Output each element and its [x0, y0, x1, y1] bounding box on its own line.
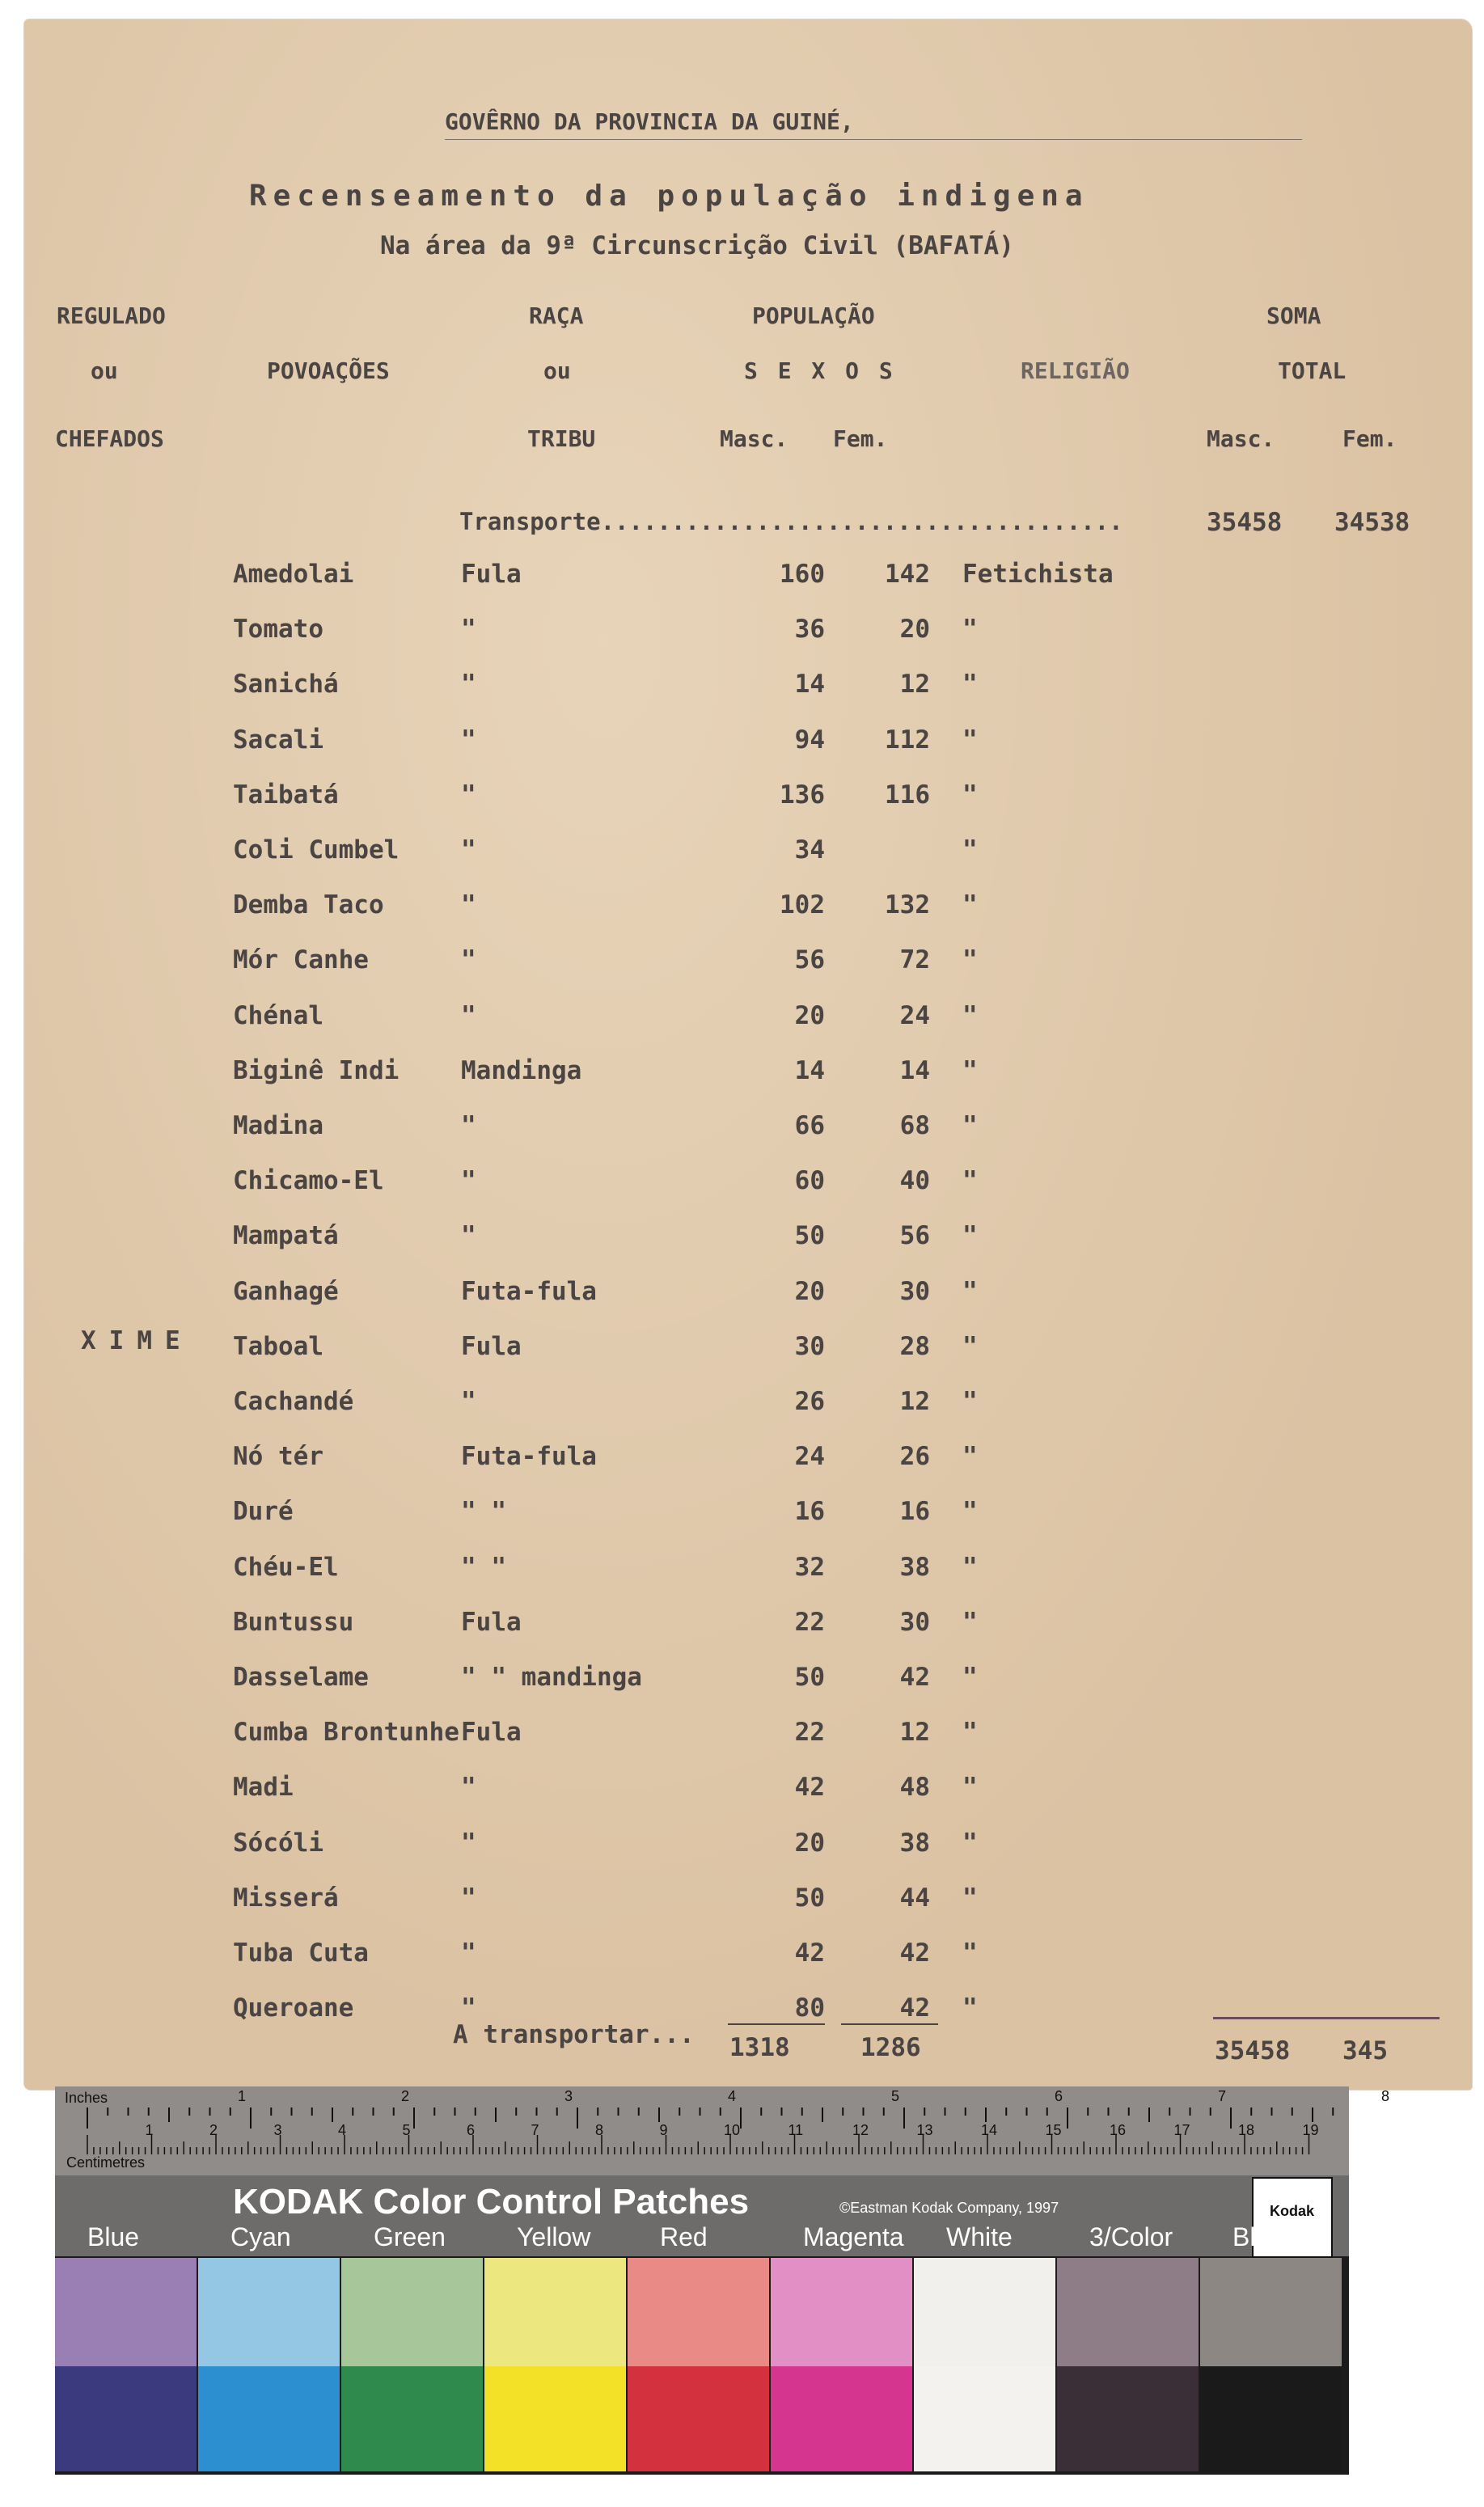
- color-patch-dark: [484, 2366, 626, 2471]
- raca-cell: ": [461, 1828, 476, 1858]
- raca-cell: ": [461, 1111, 476, 1140]
- religiao-cell: Fetichista: [962, 560, 1114, 589]
- fem-cell: 42: [899, 1993, 930, 2023]
- masc-cell: 14: [794, 670, 825, 699]
- header-underline: [445, 139, 1302, 140]
- raca-cell: ": [461, 890, 476, 920]
- religiao-cell: ": [962, 1166, 978, 1195]
- table-row: [24, 1442, 1472, 1494]
- povoacao-cell: Mampatá: [233, 1221, 339, 1250]
- fem-cell: 68: [899, 1111, 930, 1140]
- povoacao-cell: Sócóli: [233, 1828, 323, 1858]
- masc-cell: 20: [794, 1001, 825, 1030]
- inch-number: 7: [1218, 2088, 1227, 2104]
- masc-cell: 50: [794, 1663, 825, 1692]
- fem-cell: 142: [885, 560, 930, 589]
- transport-out-label: A transportar...: [453, 2020, 695, 2049]
- povoacao-cell: Taibatá: [233, 780, 339, 810]
- inch-number: 6: [1055, 2088, 1063, 2104]
- povoacao-cell: Chéu-El: [233, 1553, 339, 1582]
- raca-cell: ": [461, 725, 476, 755]
- patch-label: Black: [1232, 2222, 1296, 2251]
- transport-out-soma-fem: 345: [1342, 2036, 1388, 2065]
- cm-number: 16: [1110, 2122, 1127, 2138]
- col-regulado-line2: ou: [91, 357, 118, 384]
- cm-number: 10: [724, 2122, 741, 2138]
- table-row: [24, 1221, 1472, 1273]
- table-row: [24, 670, 1472, 721]
- masc-cell: 80: [794, 1993, 825, 2023]
- religiao-cell: ": [962, 1828, 978, 1858]
- povoacao-cell: Cachandé: [233, 1387, 354, 1416]
- patch-label: White: [946, 2222, 1013, 2251]
- raca-cell: ": [461, 1883, 476, 1913]
- table-row: [24, 1663, 1472, 1714]
- povoacao-cell: Misserá: [233, 1883, 339, 1913]
- table-row: [24, 835, 1472, 887]
- col-soma-line2: TOTAL: [1278, 357, 1347, 384]
- fem-cell: 40: [899, 1166, 930, 1195]
- patch-label: Magenta: [803, 2222, 904, 2251]
- table-row: [24, 1111, 1472, 1163]
- transport-out-masc: 1318: [729, 2033, 790, 2062]
- inch-number: 3: [564, 2088, 573, 2104]
- cm-number: 8: [595, 2122, 604, 2138]
- table-row: [24, 1001, 1472, 1053]
- masc-cell: 26: [794, 1387, 825, 1416]
- masc-cell: 136: [780, 780, 825, 810]
- fem-cell: 116: [885, 780, 930, 810]
- povoacao-cell: Tuba Cuta: [233, 1938, 369, 1968]
- raca-cell: Mandinga: [461, 1056, 582, 1085]
- cm-number: 9: [659, 2122, 668, 2138]
- religiao-cell: ": [962, 1718, 978, 1747]
- ruler-ticks: [55, 2086, 1349, 2175]
- fem-cell: 30: [899, 1277, 930, 1306]
- patch-label: Cyan: [230, 2222, 291, 2251]
- masc-cell: 36: [794, 615, 825, 644]
- religiao-cell: ": [962, 1497, 978, 1526]
- table-row: [24, 1718, 1472, 1769]
- povoacao-cell: Sacali: [233, 725, 323, 755]
- fem-cell: 20: [899, 615, 930, 644]
- raca-cell: ": [461, 1773, 476, 1802]
- table-row: [24, 780, 1472, 832]
- povoacao-cell: Buntussu: [233, 1608, 354, 1637]
- fem-cell: 48: [899, 1773, 930, 1802]
- fem-cell: 38: [899, 1828, 930, 1858]
- cm-number: 17: [1173, 2122, 1190, 2138]
- fem-cell: 72: [899, 945, 930, 974]
- inch-number: 2: [401, 2088, 410, 2104]
- masc-cell: 34: [794, 835, 825, 865]
- transport-in-masc: 35458: [1207, 508, 1283, 537]
- religiao-cell: ": [962, 890, 978, 920]
- religiao-cell: ": [962, 1553, 978, 1582]
- table-row: [24, 1883, 1472, 1935]
- kodak-title: KODAK Color Control Patches: [233, 2182, 750, 2222]
- soma-sum-line: [1213, 2017, 1440, 2019]
- cm-number: 2: [209, 2122, 218, 2138]
- religiao-cell: ": [962, 1608, 978, 1637]
- raca-cell: " ": [461, 1553, 506, 1582]
- color-patch-light: [198, 2258, 340, 2366]
- col-fem: Fem.: [833, 425, 888, 452]
- povoacao-cell: Duré: [233, 1497, 294, 1526]
- raca-cell: Fula: [461, 1332, 522, 1361]
- raca-cell: Fula: [461, 560, 522, 589]
- fem-cell: 42: [899, 1663, 930, 1692]
- povoacao-cell: Cumba Brontunhe: [233, 1718, 459, 1747]
- povoacao-cell: Chénal: [233, 1001, 323, 1030]
- table-row: [24, 1332, 1472, 1384]
- religiao-cell: ": [962, 1663, 978, 1692]
- masc-cell: 94: [794, 725, 825, 755]
- religiao-cell: ": [962, 1056, 978, 1085]
- religiao-cell: ": [962, 1773, 978, 1802]
- povoacao-cell: Dasselame: [233, 1663, 369, 1692]
- masc-cell: 22: [794, 1608, 825, 1637]
- raca-cell: ": [461, 945, 476, 974]
- col-raca-line3: TRIBU: [527, 425, 596, 452]
- fem-cell: 38: [899, 1553, 930, 1582]
- fem-sum-underline: [841, 2023, 938, 2025]
- fem-cell: 24: [899, 1001, 930, 1030]
- government-header: GOVÊRNO DA PROVINCIA DA GUINÉ,: [445, 108, 854, 135]
- raca-cell: " " mandinga: [461, 1663, 642, 1692]
- masc-cell: 32: [794, 1553, 825, 1582]
- povoacao-cell: Demba Taco: [233, 890, 384, 920]
- masc-cell: 20: [794, 1277, 825, 1306]
- fem-cell: 12: [899, 670, 930, 699]
- raca-cell: ": [461, 1001, 476, 1030]
- povoacao-cell: Queroane: [233, 1993, 354, 2023]
- table-row: [24, 1938, 1472, 1990]
- masc-cell: 24: [794, 1442, 825, 1471]
- color-patch-light: [1200, 2258, 1342, 2366]
- fem-cell: 30: [899, 1608, 930, 1637]
- fem-cell: 44: [899, 1883, 930, 1913]
- table-row: [24, 1387, 1472, 1439]
- raca-cell: ": [461, 1166, 476, 1195]
- povoacao-cell: Taboal: [233, 1332, 323, 1361]
- raca-cell: ": [461, 1387, 476, 1416]
- col-populacao: POPULAÇÃO: [752, 302, 875, 329]
- col-raca-line2: ou: [543, 357, 571, 384]
- table-row: [24, 945, 1472, 997]
- masc-cell: 30: [794, 1332, 825, 1361]
- col-povoacoes: POVOAÇÕES: [267, 357, 390, 384]
- masc-cell: 42: [794, 1773, 825, 1802]
- table-row: [24, 1828, 1472, 1880]
- masc-cell: 50: [794, 1221, 825, 1250]
- document-subtitle: Na área da 9ª Circunscrição Civil (BAFATÁ): [380, 231, 1014, 260]
- povoacao-cell: Coli Cumbel: [233, 835, 400, 865]
- table-row: [24, 1553, 1472, 1604]
- masc-cell: 160: [780, 560, 825, 589]
- table-row: [24, 1277, 1472, 1329]
- col-soma-masc: Masc.: [1207, 425, 1275, 452]
- color-patch-dark: [1200, 2366, 1342, 2471]
- religiao-cell: ": [962, 1883, 978, 1913]
- transport-in-label: Transporte.....................................: [459, 508, 1123, 535]
- centimetres-label: Centimetres: [66, 2154, 146, 2171]
- color-patch-light: [341, 2258, 483, 2366]
- color-patch-light: [914, 2258, 1055, 2366]
- color-patch-light: [628, 2258, 769, 2366]
- religiao-cell: ": [962, 670, 978, 699]
- masc-cell: 66: [794, 1111, 825, 1140]
- table-row: [24, 1608, 1472, 1659]
- religiao-cell: ": [962, 615, 978, 644]
- raca-cell: ": [461, 670, 476, 699]
- cm-number: 14: [981, 2122, 998, 2138]
- religiao-cell: ": [962, 780, 978, 810]
- masc-cell: 60: [794, 1166, 825, 1195]
- table-row: [24, 1497, 1472, 1549]
- raca-cell: Futa-fula: [461, 1277, 597, 1306]
- regulado-name: XIME: [81, 1326, 193, 1355]
- fem-cell: 12: [899, 1387, 930, 1416]
- table-row: [24, 1166, 1472, 1218]
- kodak-copyright: ©Eastman Kodak Company, 1997: [839, 2200, 1059, 2216]
- fem-cell: 132: [885, 890, 930, 920]
- color-patch-dark: [771, 2366, 912, 2471]
- povoacao-cell: Amedolai: [233, 560, 354, 589]
- col-raca-line1: RAÇA: [529, 302, 584, 329]
- masc-cell: 16: [794, 1497, 825, 1526]
- color-patch-dark: [198, 2366, 340, 2471]
- povoacao-cell: Tomato: [233, 615, 323, 644]
- patch-label: Yellow: [517, 2222, 591, 2251]
- raca-cell: ": [461, 1221, 476, 1250]
- masc-sum-underline: [728, 2023, 825, 2025]
- transport-in-fem: 34538: [1334, 508, 1410, 537]
- patch-label: 3/Color: [1089, 2222, 1173, 2251]
- raca-cell: ": [461, 835, 476, 865]
- fem-cell: 26: [899, 1442, 930, 1471]
- color-patch-dark: [1057, 2366, 1199, 2471]
- fem-cell: 42: [899, 1938, 930, 1968]
- transport-out-soma-masc: 35458: [1215, 2036, 1291, 2065]
- inch-number: 5: [891, 2088, 900, 2104]
- raca-cell: Fula: [461, 1608, 522, 1637]
- col-sexos: S E X O S: [744, 357, 896, 384]
- religiao-cell: ": [962, 1387, 978, 1416]
- povoacao-cell: Mór Canhe: [233, 945, 369, 974]
- cm-number: 5: [402, 2122, 411, 2138]
- religiao-cell: ": [962, 1442, 978, 1471]
- religiao-cell: ": [962, 725, 978, 755]
- cm-number: 19: [1302, 2122, 1319, 2138]
- masc-cell: 50: [794, 1883, 825, 1913]
- masc-cell: 102: [780, 890, 825, 920]
- color-patch-dark: [341, 2366, 483, 2471]
- raca-cell: " ": [461, 1497, 506, 1526]
- povoacao-cell: Sanichá: [233, 670, 339, 699]
- raca-cell: ": [461, 1938, 476, 1968]
- col-soma-fem: Fem.: [1342, 425, 1397, 452]
- cm-number: 13: [916, 2122, 933, 2138]
- color-patch-light: [484, 2258, 626, 2366]
- cm-number: 6: [467, 2122, 476, 2138]
- color-patch-light: [1057, 2258, 1199, 2366]
- fem-cell: 28: [899, 1332, 930, 1361]
- povoacao-cell: Nó tér: [233, 1442, 323, 1471]
- religiao-cell: ": [962, 1332, 978, 1361]
- masc-cell: 56: [794, 945, 825, 974]
- masc-cell: 22: [794, 1718, 825, 1747]
- raca-cell: ": [461, 1993, 476, 2023]
- col-masc: Masc.: [720, 425, 789, 452]
- religiao-cell: ": [962, 1111, 978, 1140]
- povoacao-cell: Ganhagé: [233, 1277, 339, 1306]
- raca-cell: ": [461, 780, 476, 810]
- cm-number: 18: [1238, 2122, 1255, 2138]
- col-religiao: RELIGIÃO: [1021, 357, 1130, 384]
- povoacao-cell: Chicamo-El: [233, 1166, 384, 1195]
- table-row: [24, 1773, 1472, 1824]
- cm-number: 12: [852, 2122, 869, 2138]
- transport-out-fem: 1286: [860, 2033, 921, 2062]
- religiao-cell: ": [962, 1001, 978, 1030]
- religiao-cell: ": [962, 945, 978, 974]
- col-regulado-line3: CHEFADOS: [55, 425, 164, 452]
- table-row: [24, 725, 1472, 777]
- masc-cell: 14: [794, 1056, 825, 1085]
- color-patch-dark: [55, 2366, 197, 2471]
- fem-cell: 56: [899, 1221, 930, 1250]
- cm-number: 15: [1045, 2122, 1062, 2138]
- color-patch-dark: [914, 2366, 1055, 2471]
- inch-number: 4: [728, 2088, 737, 2104]
- color-patch-light: [55, 2258, 197, 2366]
- fem-cell: 16: [899, 1497, 930, 1526]
- povoacao-cell: Madina: [233, 1111, 323, 1140]
- kodak-color-control-strip: [55, 2086, 1390, 2475]
- raca-cell: ": [461, 615, 476, 644]
- cm-number: 3: [273, 2122, 282, 2138]
- document-page: [24, 19, 1472, 2090]
- document-title: Recenseamento da população indigena: [249, 180, 1089, 213]
- raca-cell: Fula: [461, 1718, 522, 1747]
- patch-label: Green: [374, 2222, 446, 2251]
- table-row: [24, 560, 1472, 611]
- cm-number: 7: [531, 2122, 539, 2138]
- inch-number: 8: [1381, 2088, 1390, 2104]
- table-row: [24, 1056, 1472, 1108]
- raca-cell: Futa-fula: [461, 1442, 597, 1471]
- patch-label: Red: [660, 2222, 708, 2251]
- fem-cell: 14: [899, 1056, 930, 1085]
- religiao-cell: ": [962, 1277, 978, 1306]
- kodak-logo-text: Kodak: [1270, 2203, 1315, 2219]
- inches-label: Inches: [65, 2090, 108, 2106]
- religiao-cell: ": [962, 1938, 978, 1968]
- religiao-cell: ": [962, 1221, 978, 1250]
- religiao-cell: ": [962, 835, 978, 865]
- col-soma-line1: SOMA: [1266, 302, 1321, 329]
- color-patch-dark: [628, 2366, 769, 2471]
- cm-number: 4: [338, 2122, 347, 2138]
- masc-cell: 20: [794, 1828, 825, 1858]
- fem-cell: 12: [899, 1718, 930, 1747]
- religiao-cell: ": [962, 1993, 978, 2023]
- cm-number: 11: [788, 2122, 804, 2138]
- inch-number: 1: [238, 2088, 247, 2104]
- table-row: [24, 615, 1472, 666]
- patch-label: Blue: [87, 2222, 140, 2251]
- cm-number: 1: [145, 2122, 154, 2138]
- povoacao-cell: Madi: [233, 1773, 294, 1802]
- fem-cell: 112: [885, 725, 930, 755]
- col-regulado-line1: REGULADO: [57, 302, 166, 329]
- table-row: [24, 890, 1472, 942]
- color-patch-light: [771, 2258, 912, 2366]
- povoacao-cell: Biginê Indi: [233, 1056, 400, 1085]
- masc-cell: 42: [794, 1938, 825, 1968]
